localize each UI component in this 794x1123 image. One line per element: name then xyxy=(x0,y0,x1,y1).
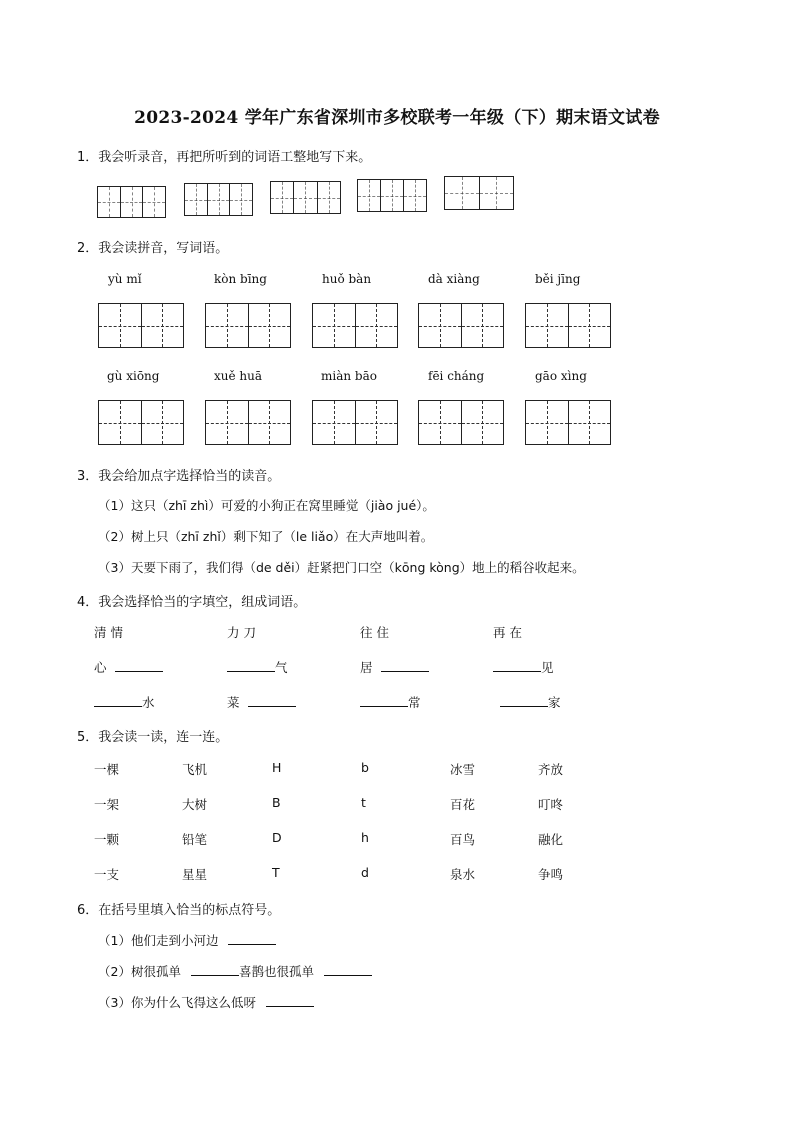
writing-grid[interactable] xyxy=(270,181,341,214)
q3-item-1: （1）这只（zhī zhì）可爱的小狗正在窝里睡觉（jiào jué）。 xyxy=(98,498,435,513)
q4-fill-item xyxy=(360,693,421,711)
match-item[interactable]: d xyxy=(361,865,369,880)
q4-fill-item xyxy=(227,693,296,711)
match-item[interactable]: 一棵 xyxy=(94,762,120,777)
pinyin-label: gù xiōng xyxy=(107,369,160,383)
answer-blank[interactable] xyxy=(360,694,408,707)
match-item[interactable]: 叮咚 xyxy=(538,797,564,812)
match-item[interactable]: b xyxy=(361,760,369,775)
match-item[interactable]: 一架 xyxy=(94,797,120,812)
question-1-prompt: 1．我会听录音，再把所听到的词语工整地写下来。 xyxy=(77,150,372,165)
q4-option-pair: 力 刀 xyxy=(227,625,256,640)
q4-char: 见 xyxy=(541,660,554,675)
match-item[interactable]: 飞机 xyxy=(182,762,208,777)
writing-grid[interactable] xyxy=(98,400,184,445)
writing-grid[interactable] xyxy=(184,183,253,216)
match-item[interactable]: 大树 xyxy=(182,797,208,812)
answer-blank[interactable] xyxy=(500,694,548,707)
answer-blank[interactable] xyxy=(115,659,163,672)
pinyin-label: dà xiàng xyxy=(428,272,480,286)
answer-blank[interactable] xyxy=(493,659,541,672)
q4-fill-item xyxy=(94,693,155,711)
q4-char: 菜 xyxy=(227,695,240,710)
match-item[interactable]: t xyxy=(361,795,366,810)
match-item[interactable]: D xyxy=(272,830,282,845)
q4-fill-item xyxy=(493,658,554,676)
q6-item-2 xyxy=(98,962,372,980)
q4-option-pair: 再 在 xyxy=(493,625,522,640)
match-item[interactable]: 争鸣 xyxy=(538,867,564,882)
answer-blank[interactable] xyxy=(94,694,142,707)
question-3-prompt: 3．我会给加点字选择恰当的读音。 xyxy=(77,469,281,484)
pinyin-label: huǒ bàn xyxy=(322,272,372,286)
q6-item-3 xyxy=(98,993,314,1011)
q6-item-2-text-a: （2）树很孤单 xyxy=(98,964,181,979)
writing-grid[interactable] xyxy=(312,303,398,348)
answer-blank[interactable] xyxy=(227,659,275,672)
match-item[interactable]: 泉水 xyxy=(450,867,476,882)
writing-grid[interactable] xyxy=(525,400,611,445)
match-item[interactable]: 百鸟 xyxy=(450,832,476,847)
answer-blank[interactable] xyxy=(248,694,296,707)
q6-item-1-text: （1）他们走到小河边 xyxy=(98,933,219,948)
writing-grid[interactable] xyxy=(418,400,504,445)
match-item[interactable]: 百花 xyxy=(450,797,476,812)
writing-grid[interactable] xyxy=(525,303,611,348)
writing-grid[interactable] xyxy=(98,303,184,348)
match-item[interactable]: 融化 xyxy=(538,832,564,847)
pinyin-label: xuě huā xyxy=(214,369,263,383)
answer-blank[interactable] xyxy=(228,932,276,945)
pinyin-label: gāo xìng xyxy=(535,369,587,383)
writing-grid[interactable] xyxy=(97,186,166,218)
q4-char: 气 xyxy=(275,660,288,675)
q4-fill-item xyxy=(94,658,163,676)
q4-char: 水 xyxy=(142,695,155,710)
match-item[interactable]: B xyxy=(272,795,281,810)
writing-grid[interactable] xyxy=(444,176,514,210)
question-6-prompt: 6．在括号里填入恰当的标点符号。 xyxy=(77,903,281,918)
writing-grid[interactable] xyxy=(357,179,427,212)
q6-item-1 xyxy=(98,931,276,949)
match-item[interactable]: T xyxy=(272,865,280,880)
match-item[interactable]: 铅笔 xyxy=(182,832,208,847)
match-item[interactable]: h xyxy=(361,830,369,845)
writing-grid[interactable] xyxy=(312,400,398,445)
question-2-prompt: 2．我会读拼音，写词语。 xyxy=(77,241,229,256)
q4-option-pair: 往 住 xyxy=(360,625,389,640)
match-item[interactable]: 星星 xyxy=(182,867,208,882)
question-4-prompt: 4．我会选择恰当的字填空，组成词语。 xyxy=(77,595,307,610)
answer-blank[interactable] xyxy=(381,659,429,672)
q4-option-pair: 清 情 xyxy=(94,625,123,640)
answer-blank[interactable] xyxy=(191,963,239,976)
match-item[interactable]: 一支 xyxy=(94,867,120,882)
q3-item-2: （2）树上只（zhī zhǐ）剩下知了（le liǎo）在大声地叫着。 xyxy=(98,529,434,544)
q4-char: 常 xyxy=(408,695,421,710)
writing-grid[interactable] xyxy=(418,303,504,348)
pinyin-label: fēi cháng xyxy=(428,369,485,383)
answer-blank[interactable] xyxy=(324,963,372,976)
pinyin-label: kòn bīng xyxy=(214,272,267,286)
question-5-prompt: 5．我会读一读，连一连。 xyxy=(77,730,229,745)
pinyin-label: miàn bāo xyxy=(321,369,377,383)
q4-char: 心 xyxy=(94,660,107,675)
answer-blank[interactable] xyxy=(266,994,314,1007)
q3-item-3: （3）天要下雨了，我们得（de děi）赶紧把门口空（kōng kòng）地上的稻谷收起来。 xyxy=(98,560,585,575)
q4-fill-item xyxy=(227,658,288,676)
match-item[interactable]: H xyxy=(272,760,282,775)
q4-char: 家 xyxy=(548,695,561,710)
q6-item-2-text-b: 喜鹊也很孤单 xyxy=(238,964,314,979)
writing-grid[interactable] xyxy=(205,303,291,348)
match-item[interactable]: 一颗 xyxy=(94,832,120,847)
q4-fill-item xyxy=(360,658,429,676)
pinyin-label: yù mǐ xyxy=(108,272,142,286)
q4-char: 居 xyxy=(360,660,373,675)
pinyin-label: běi jīng xyxy=(535,272,581,286)
page-title: 2023-2024 学年广东省深圳市多校联考一年级（下）期末语文试卷 xyxy=(134,108,660,128)
writing-grid[interactable] xyxy=(205,400,291,445)
match-item[interactable]: 冰雪 xyxy=(450,762,476,777)
match-item[interactable]: 齐放 xyxy=(538,762,564,777)
q4-fill-item xyxy=(500,693,561,711)
q6-item-3-text: （3）你为什么飞得这么低呀 xyxy=(98,995,256,1010)
